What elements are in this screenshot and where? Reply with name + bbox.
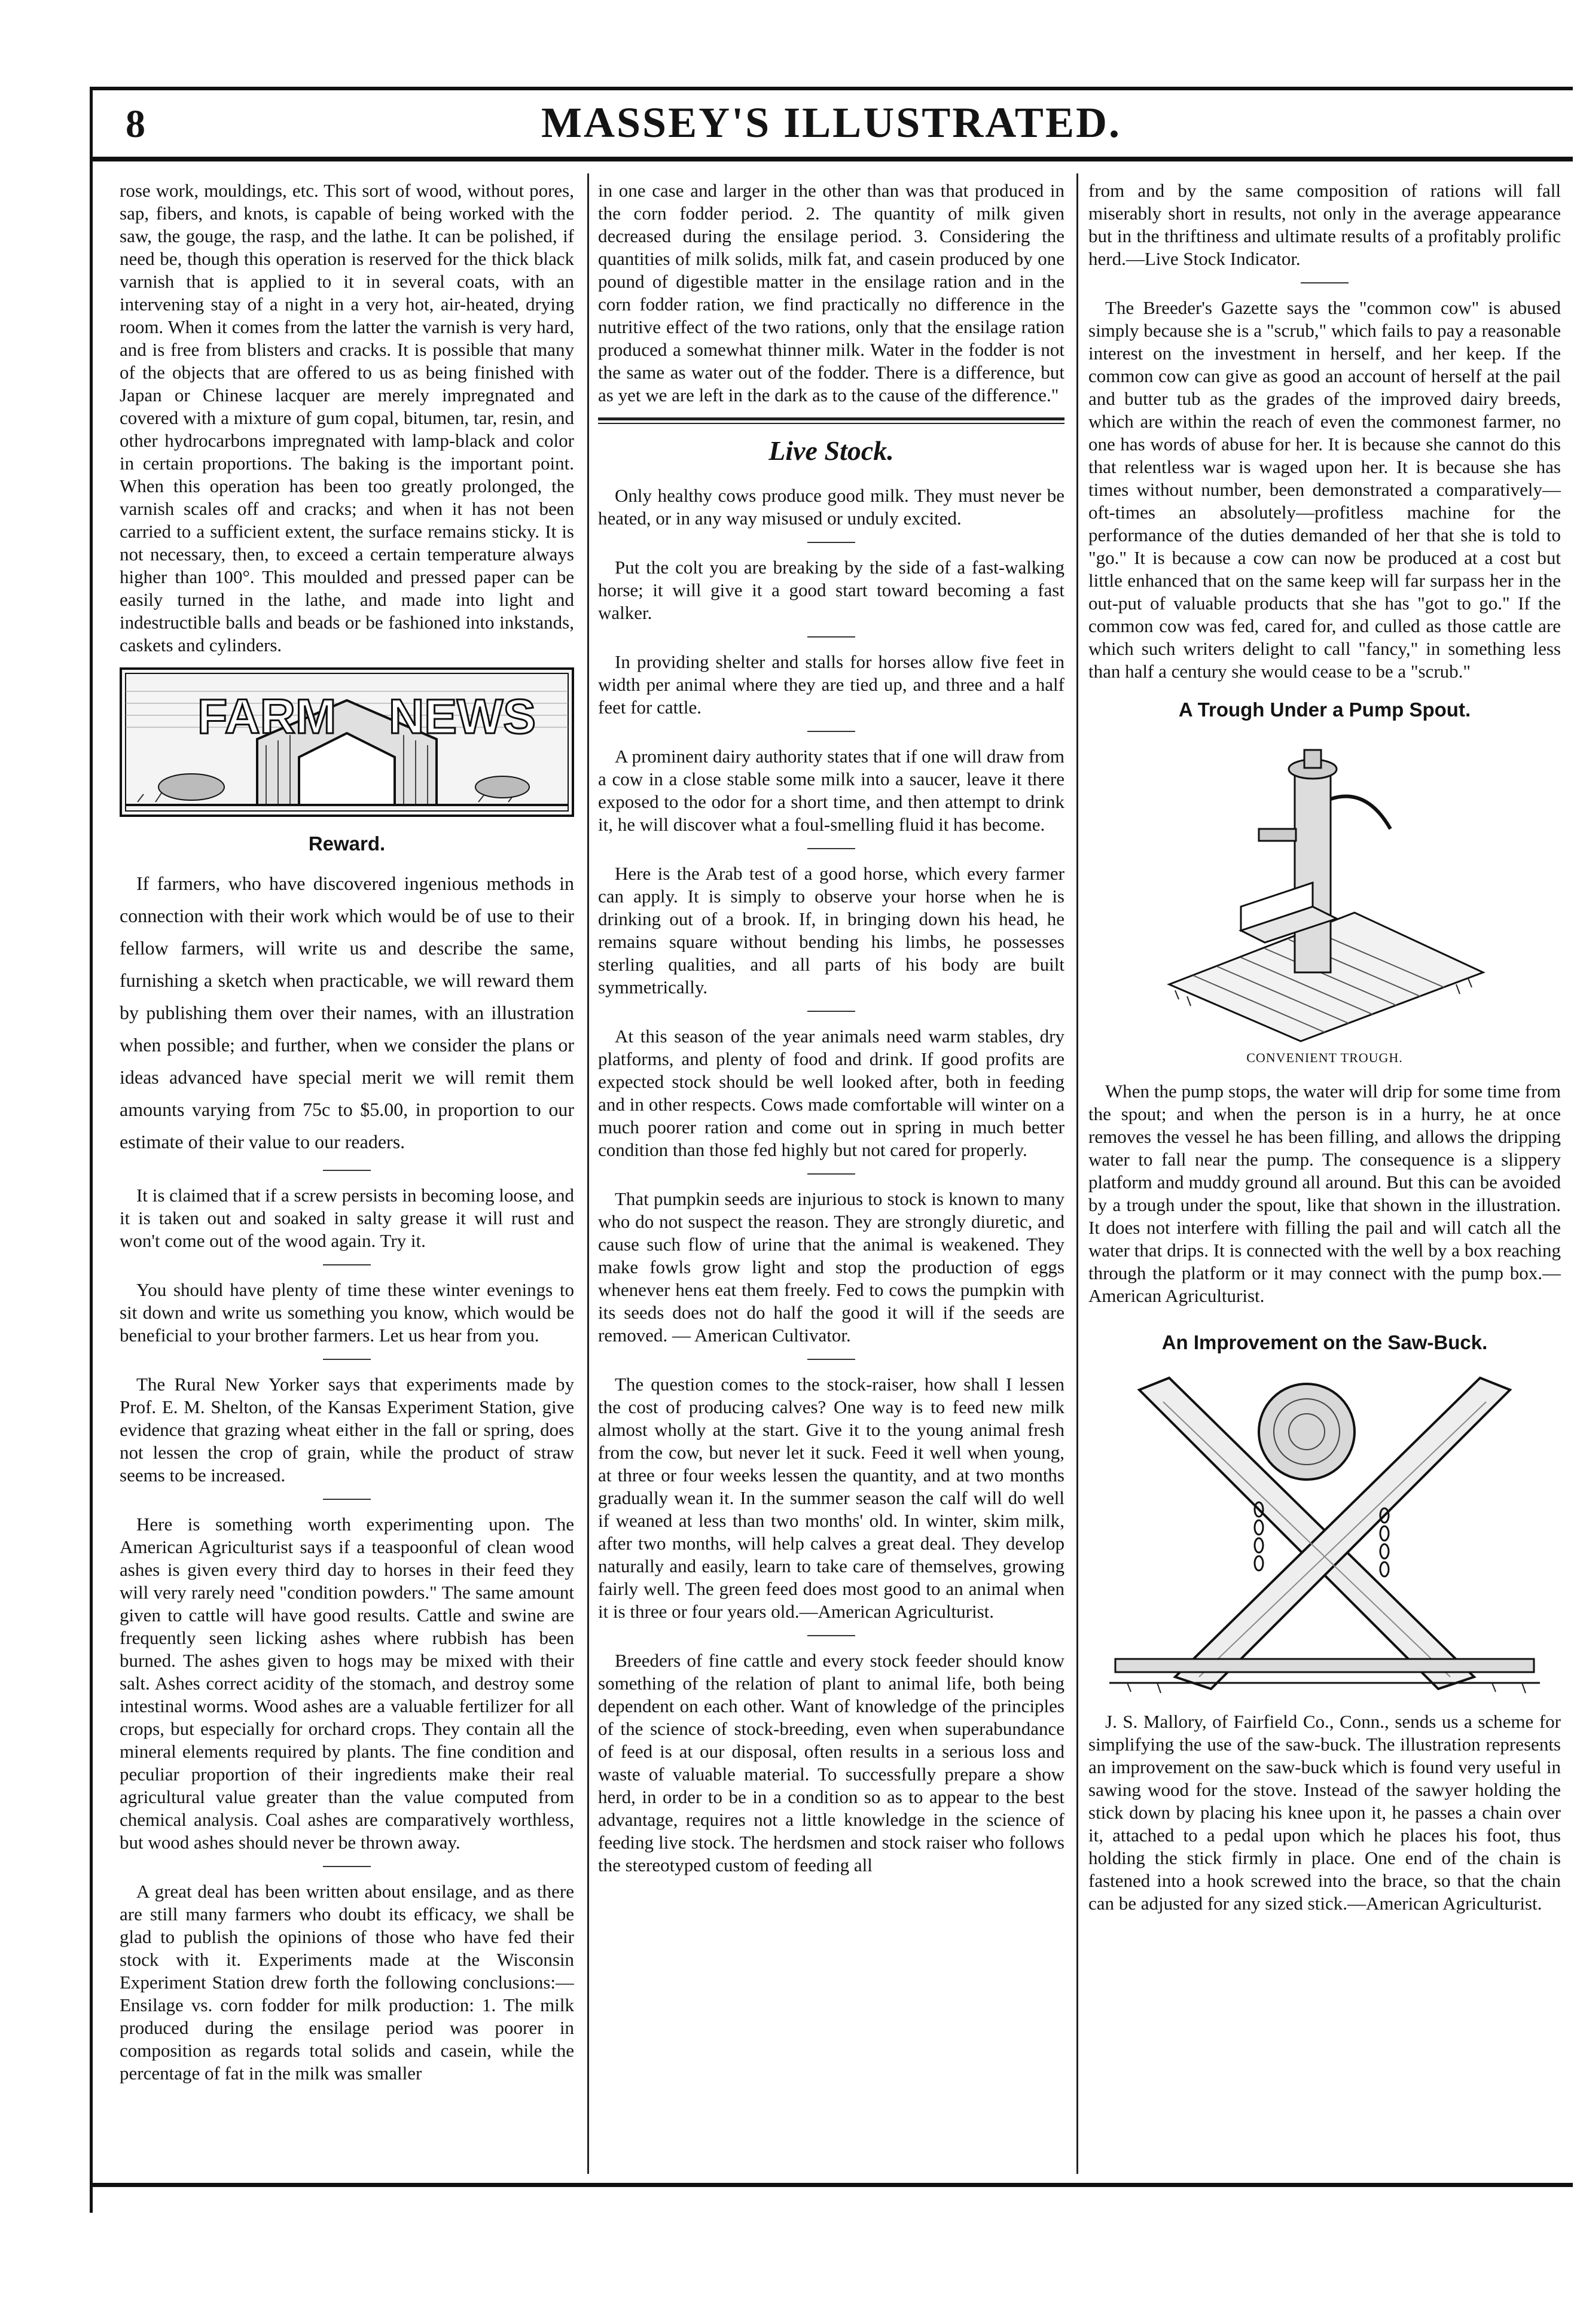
article-text: At this season of the year animals need warm stables, dry platforms, and plenty of food and drink. If good profits are expected stock should be well looked after, both in feeding and in other respects. Cows made comfortable will winter on a much poorer ration and come out in spring in much better condition than those fed highly but not cared for properly. <box>598 1026 1064 1160</box>
page-bottom-rule <box>90 2183 1573 2187</box>
article-text: Put the colt you are breaking by the side of a fast-walking horse; it will give it a good start toward becoming a fast walker. <box>598 557 1064 623</box>
running-title: MASSEY'S ILLUSTRATED. <box>541 99 1121 147</box>
separator <box>323 1359 371 1360</box>
separator <box>807 636 855 638</box>
trough-caption: CONVENIENT TROUGH. <box>1246 1050 1403 1065</box>
article-text: rose work, mouldings, etc. This sort of wood, without pores, sap, fibers, and knots, is capable of being worked with the saw, the gouge, the rasp, and the lathe. It can be polished, if need be, though this operation is reserved for the thick black varnish that is applied to it in several coats, with an intervening stay of a night in a very hot, air-heated, drying room. When it comes from the latter the varnish is very hard, and is free from blisters and cracks. It is possible that many of the objects that are offered to us as being finished with Japan or Chinese lacquer are merely impregnated and covered with a mixture of gum copal, bitumen, tar, resin, and other hydrocarbons impregnated with lamp-black and color in certain proportions. The baking is the important point. When this operation has been too greatly prolonged, the varnish scales off and cracks; and when it has not been carried to a sufficient extent, the surface remains sticky. It is not necessary, then, to exceed a certain temperature always higher than 100°. This moulded and pressed paper can be easily turned in the lathe, and made into light and indestructible balls and beads or be fashioned into inkstands, caskets and cylinders. <box>120 180 574 655</box>
section-rule <box>598 417 1064 424</box>
sawbuck-illustration <box>1088 1366 1561 1701</box>
article-text: Here is the Arab test of a good horse, which every farmer can apply. It is simply to observe your horse when he is drinking out of a brook. If, in bringing down his head, he remains square without bending his limbs, he possesses sterling qualities, and all parts of his body are built symmetrically. <box>598 863 1064 998</box>
separator <box>807 848 855 849</box>
page-number: 8 <box>126 102 145 146</box>
separator <box>1301 282 1349 283</box>
trough-title: A Trough Under a Pump Spout. <box>1178 699 1471 721</box>
article-text: That pumpkin seeds are injurious to stock is known to many who do not suspect the reason. They are strongly diuretic, and cause such flow of urine that the animal is weakened. They make fowls grow light and stop the production of eggs whenever hens eat them freely. Fed to cows the pumpkin with its seeds does not do half the good it will if the seeds are removed. — American Cultivator. <box>598 1188 1064 1346</box>
article-text: Here is something worth experimenting upon. The American Agriculturist says if a teaspoonful of clean wood ashes is given every third day to horses in their feed they will very rarely need "condition powders." The same amount given to cattle will have good results. Cattle and swine are frequently seen licking ashes where rubbish has been burned. The ashes given to hogs may be mixed with their salt. Ashes correct acidity of the stomach, and destroy some intestinal worms. Wood ashes are a valuable fertilizer for all crops, but especially for orchard crops. They contain all the mineral elements required by plants. The fine condition and peculiar proportion of their ingredients make their real agricultural value greater than the value computed from chemical analysis. Coal ashes are comparatively worthless, but wood ashes should never be thrown away. <box>120 1514 574 1853</box>
separator <box>807 542 855 543</box>
masthead-top-rule <box>90 87 1573 90</box>
column-rule-2 <box>1076 173 1078 2174</box>
article-text: from and by the same composition of rations will fall miserably short in results, not only in the average appearance but in the thriftiness and ultimate results of a profitably prolific herd.—Live Stock Indicator. <box>1088 180 1561 269</box>
reward-title: Reward. <box>308 832 386 855</box>
article-text: in one case and larger in the other than was that produced in the corn fodder period. 2. The quantity of milk given decreased during the ensilage period. 3. Considering the quantities of milk solids, milk fat, and casein produced by one pound of digestible matter in the ensilage ration and in the corn fodder ration, we find practically no difference in the nutritive effect of the two rations, only that the ensilage ration produced a somewhat thinner milk. Water in the fodder is not the same as water out of the fodder. There is a difference, but as yet we are left in the dark as to the cause of the difference." <box>598 180 1064 405</box>
separator <box>323 1264 371 1265</box>
separator <box>807 1011 855 1012</box>
article-text: The question comes to the stock-raiser, how shall I lessen the cost of producing calves? One way is to feed new milk almost wholly at the start. Give it to the young animal fresh from the cow, but never let it suck. Feed it well when young, at three or four weeks lessen the quantity, and at two months gradually wean it. In the summer season the calf will do well if weaned at less than two months' old. In winter, skim milk, after two months, will help calves a great deal. They develop naturally and easily, learn to take care of themselves, growing fairly well. The green feed does most good to an animal when it is three or four years old.—American Agriculturist. <box>598 1374 1064 1622</box>
separator <box>807 1173 855 1175</box>
article-text: You should have plenty of time these winter evenings to sit down and write us something you know, which would be beneficial to your brother farmers. Let us hear from you. <box>120 1279 574 1346</box>
column-1 <box>120 179 574 2174</box>
masthead-bottom-rule <box>90 157 1573 161</box>
article-text: Only healthy cows produce good milk. They must never be heated, or in any way misused or unduly excited. <box>598 485 1064 529</box>
separator <box>807 1635 855 1636</box>
page-left-border <box>90 87 93 2213</box>
article-text: J. S. Mallory, of Fairfield Co., Conn., sends us a scheme for simplifying the use of the saw-buck. The illustration represents an improvement on the saw-buck which is found very useful in sawing wood for the stove. Instead of the sawyer holding the stick down by placing his knee upon it, he passes a chain over it, attached to a pedal upon which he places his foot, thus holding the stick firmly in place. One end of the chain is fastened into a hook screwed into the brace, so that the chain can be adjusted for any sized stick.—American Agriculturist. <box>1088 1711 1561 1914</box>
masthead <box>90 90 1573 155</box>
article-text: A prominent dairy authority states that if one will draw from a cow in a close stable some milk into a saucer, leave it there exposed to the odor for a short time, and then attempt to drink it, he will discover what a foul-smelling fluid it has become. <box>598 746 1064 835</box>
pump-trough-illustration <box>1088 733 1561 1044</box>
separator <box>807 731 855 732</box>
article-text: Breeders of fine cattle and every stock feeder should know something of the relation of plant to animal life, both being dependent on each other. Want of knowledge of the principles of the science of stock-breeding, even when superabundance of feed is at our disposal, often results in a serious loss and waste of valuable material. To successfully prepare a show herd, in order to be in a condition so as to appear to the best advantage, requires not a little knowledge in the science of feeding live stock. The herdsmen and stock raiser who follows the stereotyped custom of feeding all <box>598 1650 1064 1875</box>
svg-text:NEWS: NEWS <box>389 690 536 744</box>
article-text: In providing shelter and stalls for horses allow five feet in width per animal where they are tied up, and three and a half feet for cattle. <box>598 651 1064 718</box>
separator <box>323 1499 371 1500</box>
article-text: A great deal has been written about ensilage, and as there are still many farmers who doubt its efficacy, we shall be glad to publish the opinions of those who have fed their stock with it. Experiments made at the Wisconsin Experiment Station drew forth the following conclusions:—Ensilage vs. corn fodder for milk production: 1. The milk produced during the ensilage period was poorer in composition as regards total solids and casein, while the percentage of fat in the milk was smaller <box>120 1881 574 2084</box>
column-3 <box>1088 179 1561 2174</box>
separator <box>323 1170 371 1171</box>
reward-text: If farmers, who have discovered ingenious methods in connection with their work which would be of use to their fellow farmers, will write us and describe the same, furnishing a sketch when practicable, we will reward them by publishing them over their names, with an illustration when possible; and further, when we consider the plans or ideas advanced have special merit we will remit them amounts varying from 75c to $5.00, in proportion to our estimate of their value to our readers. <box>120 873 574 1152</box>
article-text: The Rural New Yorker says that experiments made by Prof. E. M. Shelton, of the Kansas Experiment Station, give evidence that grazing wheat either in the fall or spring, does not lessen the crop of grain, while the product of straw seems to be increased. <box>120 1374 574 1486</box>
separator <box>807 1359 855 1360</box>
article-text: When the pump stops, the water will drip for some time from the spout; and when the person is in a hurry, he at once removes the vessel he has been filling, and allows the dripping water to fall near the pump. The consequence is a slippery platform and muddy ground all around. But this can be avoided by a trough under the spout, like that shown in the illustration. It does not interfere with filling the pail and will catch all the water that drips. It is connected with the well by a box reaching through the platform or it may connect with the pump box.—American Agriculturist. <box>1088 1081 1561 1306</box>
svg-text:FARM: FARM <box>197 690 337 744</box>
sawbuck-title: An Improvement on the Saw-Buck. <box>1161 1331 1488 1353</box>
section-title: Live Stock. <box>768 435 894 466</box>
column-rule-1 <box>587 173 589 2174</box>
article-text: It is claimed that if a screw persists in becoming loose, and it is taken out and soaked in salty grease it will rust and won't come out of the wood again. Try it. <box>120 1185 574 1251</box>
article-text: The Breeder's Gazette says the "common cow" is abused simply because she is a "scrub," which fails to pay a reasonable interest on the investment in herself, and her keep. If the common cow can give as good an account of herself at the pail and butter tub as the grades of the improved dairy breeds, which are within the reach of even the commonest farmer, no one has words of abuse for her. It is because she cannot do this that relentless war is waged upon her. It is because she has times without number, been demonstrated a comparatively—oft-times an absolutely—profitless machine for the performance of the duties demanded of her that she is told to "go." It is because a cow can now be produced at a cost but little enhanced that on the same keep will far surpass her in the out-put of valuable products that she has "got to go." If the common cow was fed, cared for, and culled as those cattle are which such writers delight to call "fancy," in something less than half a century she would cease to be a "scrub." <box>1088 297 1561 682</box>
separator <box>323 1866 371 1867</box>
column-2 <box>598 179 1064 2174</box>
farm-news-banner <box>120 667 574 817</box>
